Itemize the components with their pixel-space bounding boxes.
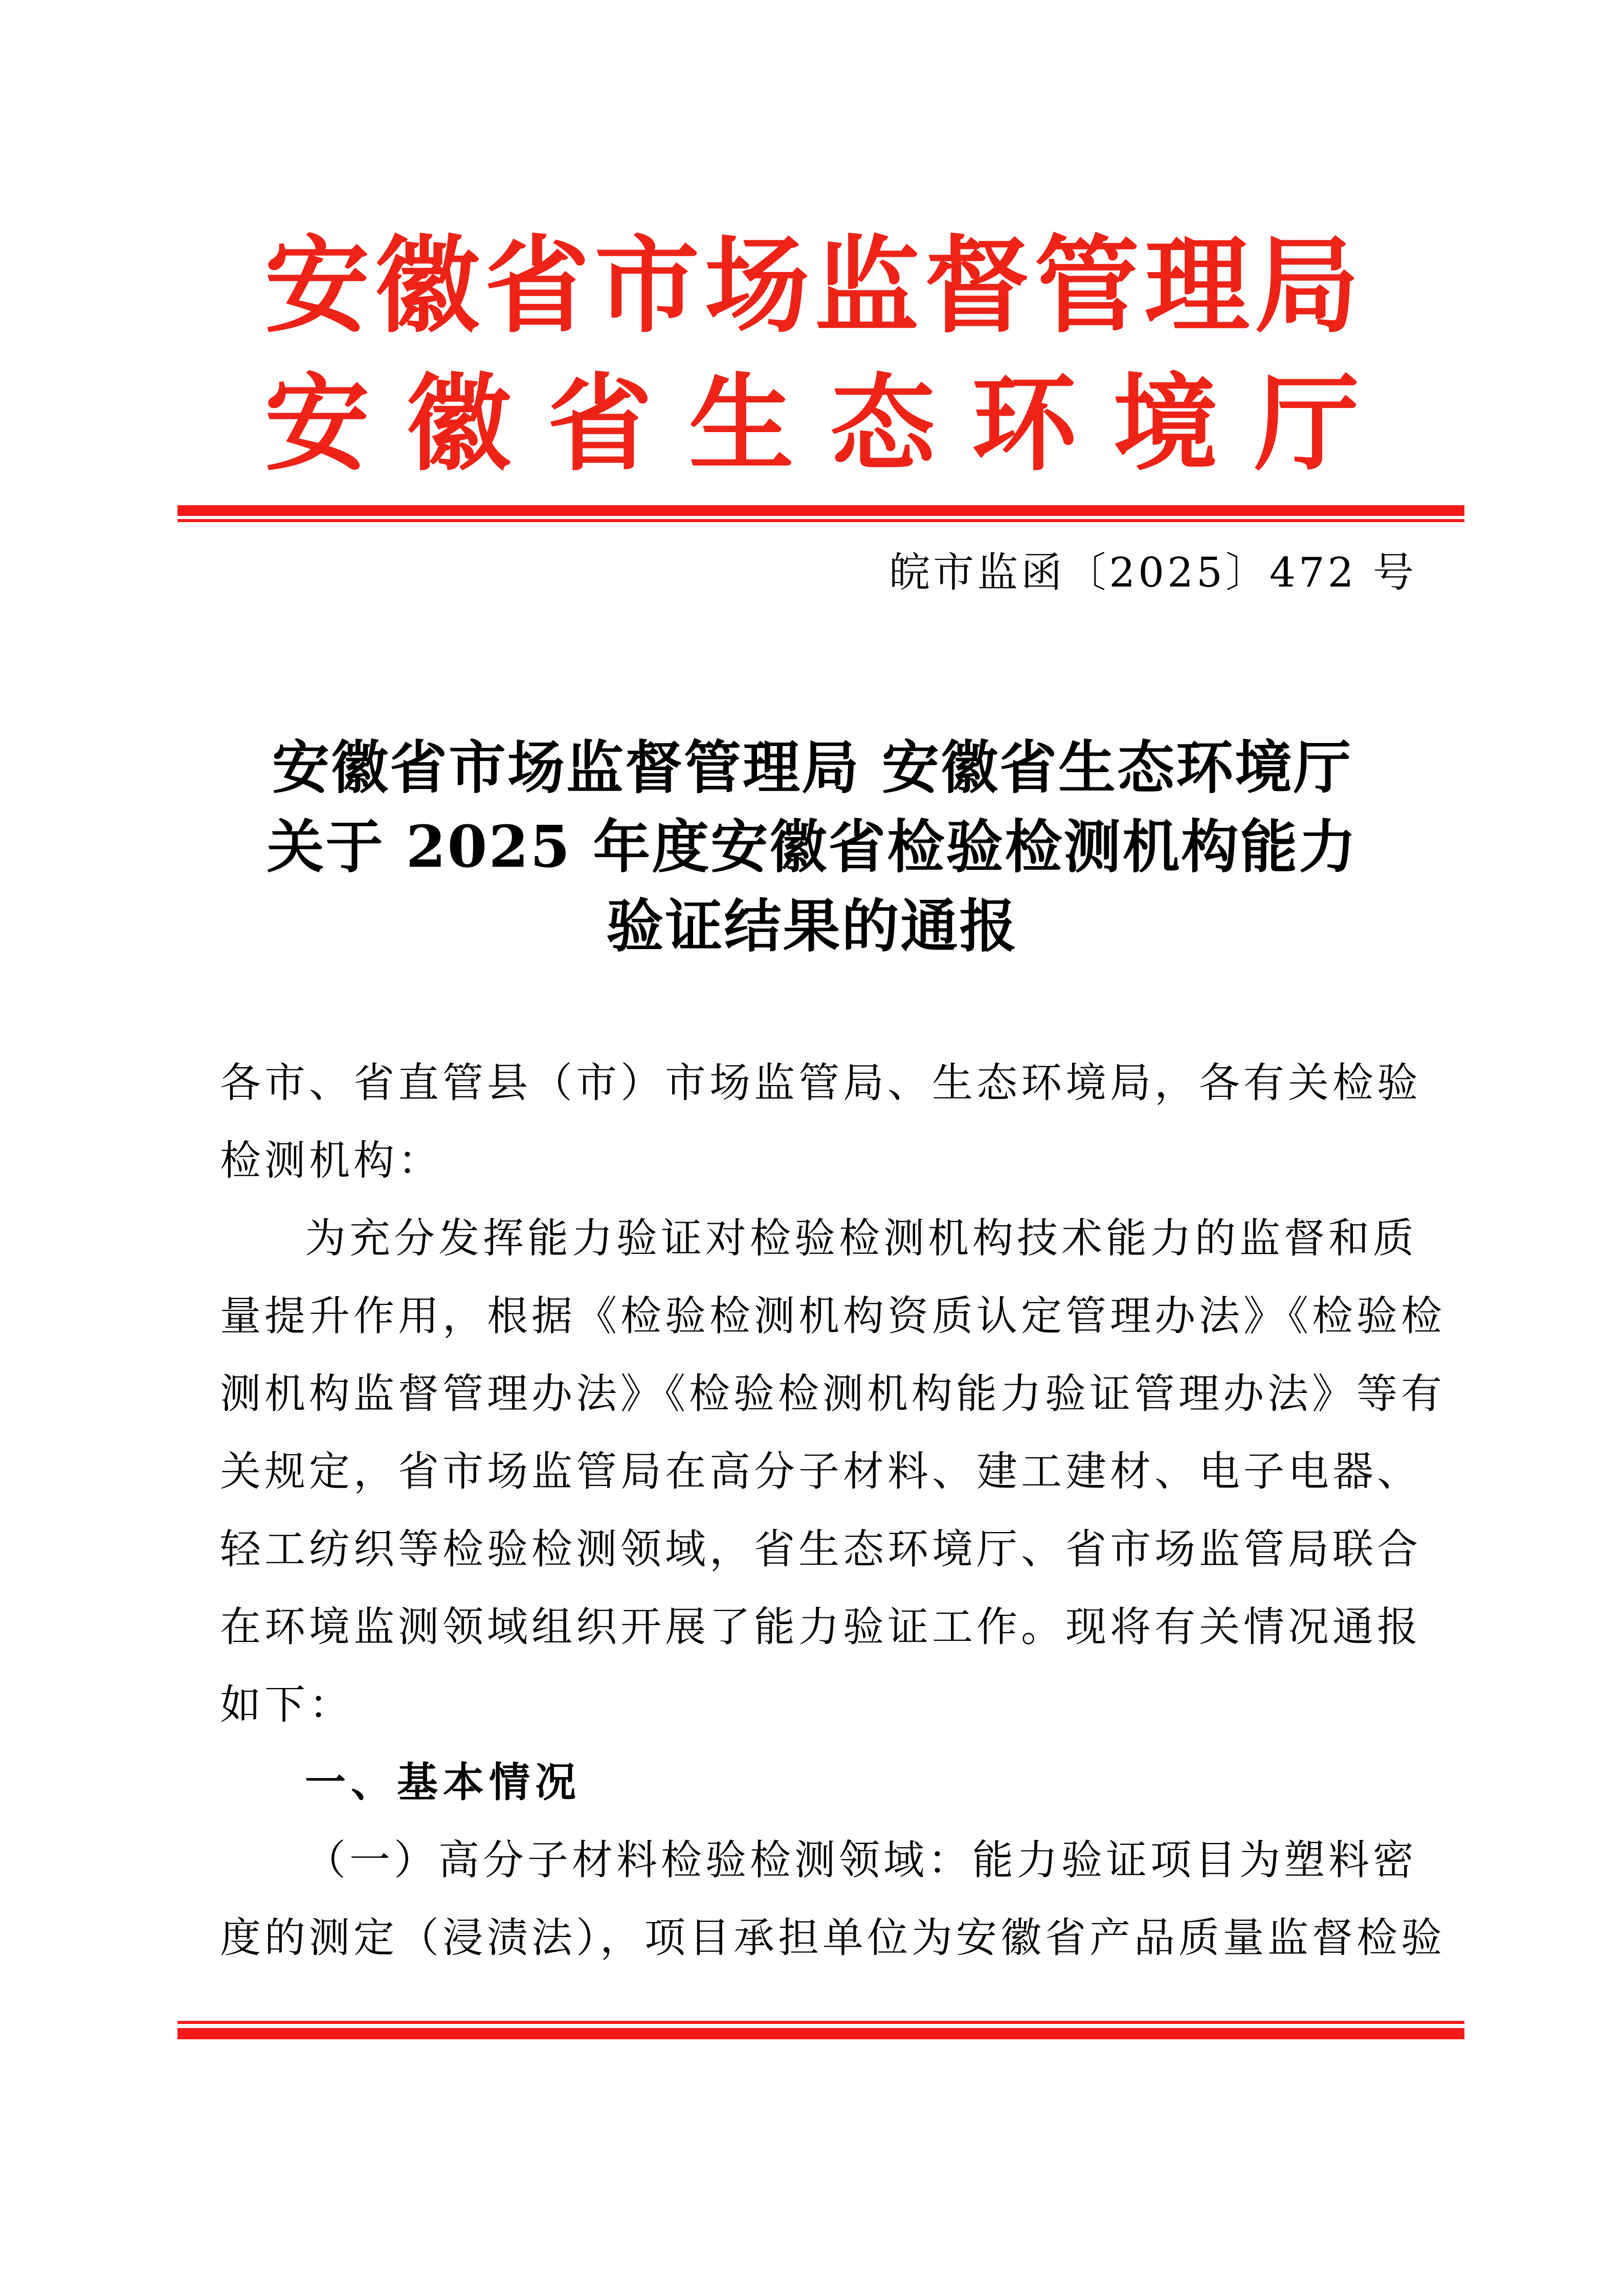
paragraph-line: 度的测定（浸渍法），项目承担单位为安徽省产品质量监督检验 xyxy=(220,1914,1445,1962)
letterhead-org-name-2: 安 徽 省 生 态 环 境 厅 xyxy=(264,363,1360,485)
letterhead-org-name-1: 安 徽 省 市 场 监 督 管 理 局 xyxy=(264,224,1360,347)
paragraph-line: 在环境监测领域组织开展了能力验证工作。现将有关情况通报 xyxy=(220,1603,1421,1651)
document-title-line-2: 关于 2025 年度安徽省检验检测机构能力 xyxy=(266,814,1358,881)
header-rule-thin xyxy=(177,519,1464,522)
document-title xyxy=(209,728,1416,966)
document-body xyxy=(220,1044,1445,1977)
paragraph-line: 轻工纺织等检验检测领域，省生态环境厅、省市场监管局联合 xyxy=(220,1525,1421,1573)
document-title-line-3: 验证结果的通报 xyxy=(606,893,1018,960)
paragraph-line: 关规定，省市场监管局在高分子材料、建工建材、电子电器、 xyxy=(220,1448,1421,1495)
section-heading: 一、基本情况 xyxy=(305,1759,581,1806)
paragraph-line: 如下： xyxy=(220,1681,353,1728)
salutation-line: 各市、省直管县（市）市场监管局、生态环境局，各有关检验 xyxy=(220,1059,1421,1107)
paragraph-line: 测机构监督管理办法》《检验检测机构能力验证管理办法》等有 xyxy=(220,1370,1445,1417)
paragraph-line: 量提升作用，根据《检验检测机构资质认定管理办法》《检验检 xyxy=(220,1292,1445,1340)
paragraph-line: 为充分发挥能力验证对检验检测机构技术能力的监督和质 xyxy=(305,1214,1417,1262)
footer-rule-thin xyxy=(177,2021,1464,2024)
salutation-line: 检测机构： xyxy=(220,1137,442,1184)
document-title-line-1: 安徽省市场监督管理局 安徽省生态环境厅 xyxy=(272,734,1352,801)
footer-rule-thick xyxy=(177,2028,1464,2039)
header-rule-thick xyxy=(177,505,1464,516)
document-number: 皖市监函〔2025〕472 号 xyxy=(889,549,1417,596)
paragraph-line: （一）高分子材料检验检测领域：能力验证项目为塑料密 xyxy=(305,1836,1417,1884)
